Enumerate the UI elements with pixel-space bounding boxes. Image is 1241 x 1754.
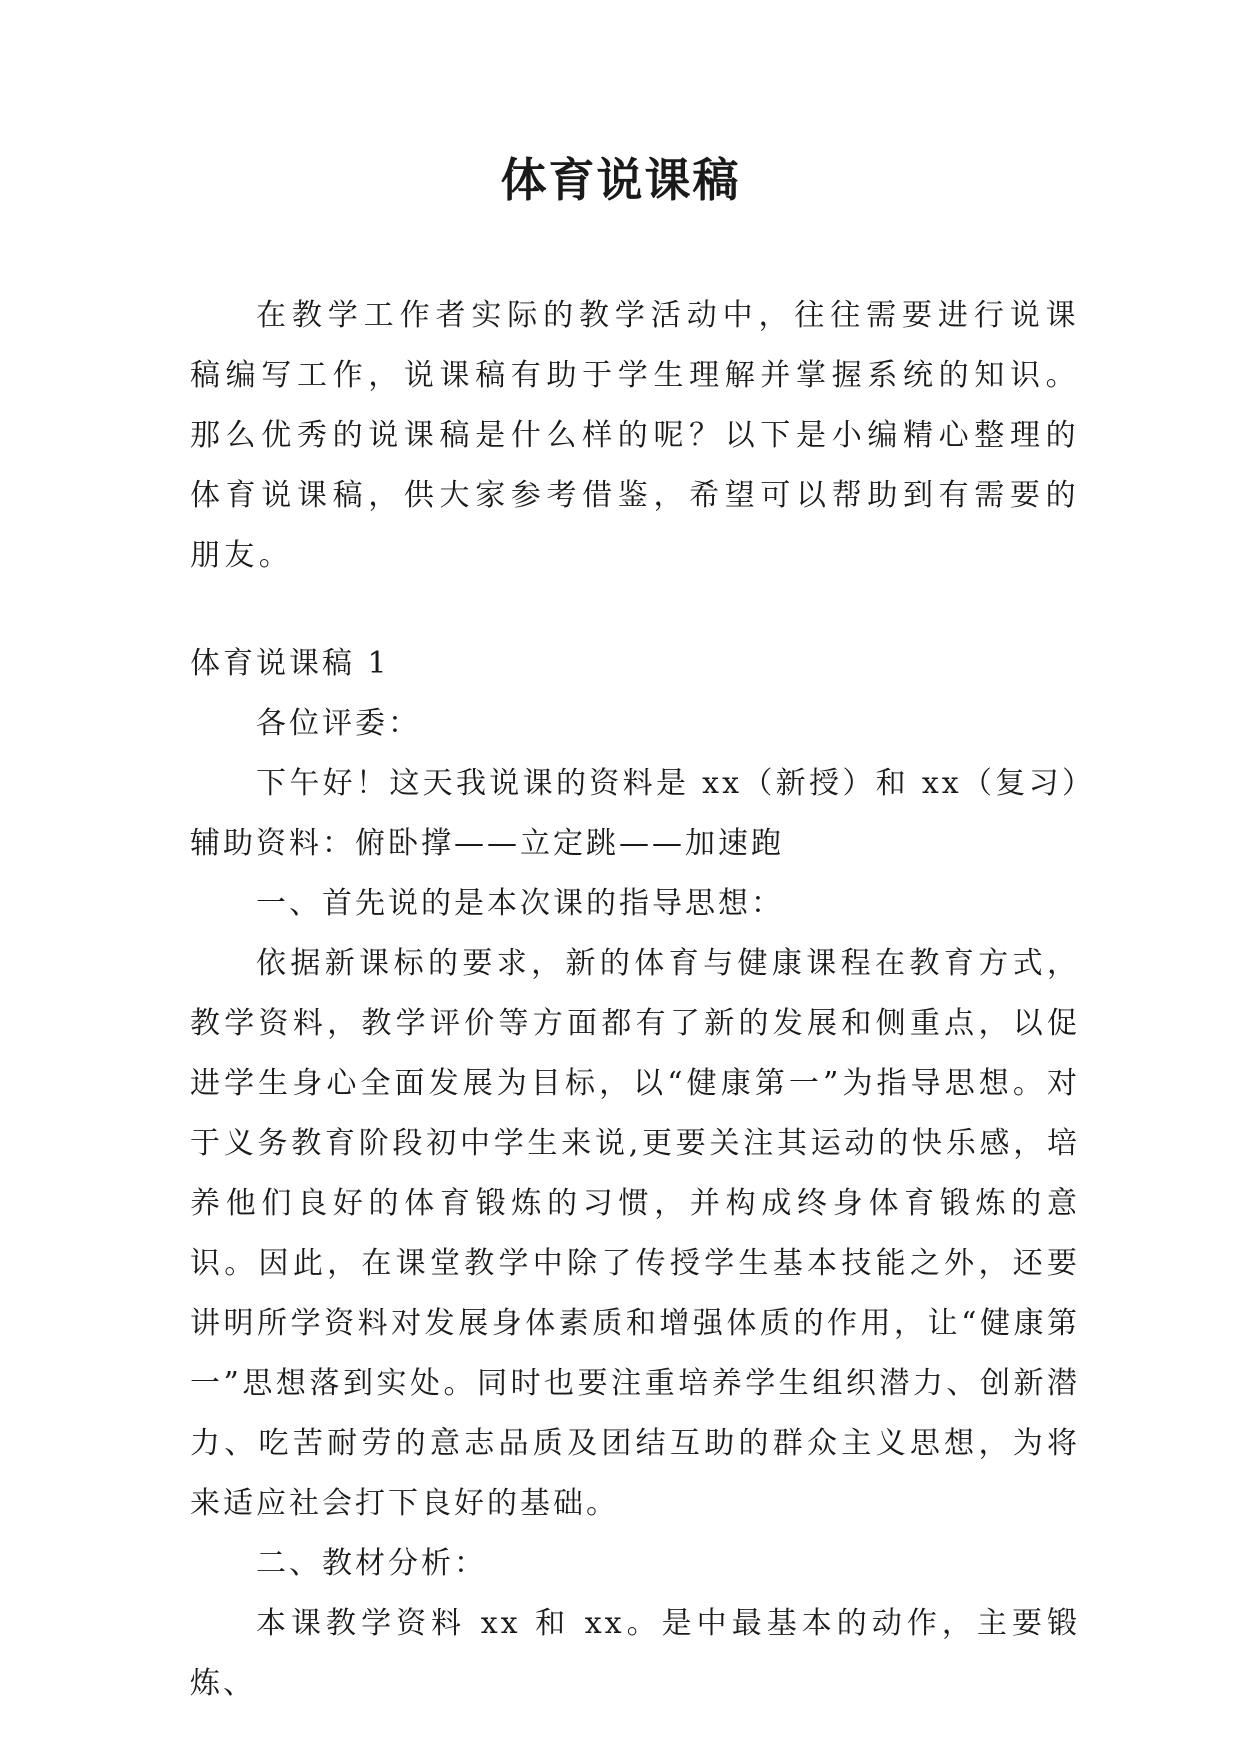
section-heading: 体育说课稿 1 <box>190 646 390 681</box>
document-title: 体育说课稿 <box>500 153 741 207</box>
opening-paragraph: 下午好！这天我说课的资料是 xx（新授）和 xx（复习）辅助资料：俯卧撑——立定跳——加速跑 <box>190 766 1080 861</box>
part1-paragraph: 依据新课标的要求，新的体育与健康课程在教育方式，教学资料，教学评价等方面都有了新的发展和侧重点，以促进学生身心全面发展为目标，以“健康第一”为指导思想。对于义务教育阶段初中学生来说,更要关注其运动的快乐感，培养他们良好的体育锻炼的习惯，并构成终身体育锻炼的意识。因此，在课堂教学中除了传授学生基本技能之外，还要讲明所学资料对发展身体素质和增强体质的作用，让“健康第一”思想落到实处。同时也要注重培养学生组织潜力、创新潜力、吃苦耐劳的意志品质及团结互助的群众主义思想，为将来适应社会打下良好的基础。 <box>190 946 1080 1521</box>
intro-paragraph: 在教学工作者实际的教学活动中，往往需要进行说课稿编写工作，说课稿有助于学生理解并掌握系统的知识。那么优秀的说课稿是什么样的呢？以下是小编精心整理的体育说课稿，供大家参考借鉴，希望可以帮助到有需要的朋友。 <box>190 298 1080 573</box>
paragraph-spacer <box>190 586 1080 634</box>
document-body <box>190 286 1080 1714</box>
part2-paragraph: 本课教学资料 xx 和 xx。是中最基本的动作，主要锻炼、 <box>190 1606 1080 1701</box>
greeting-line: 各位评委： <box>256 706 421 741</box>
part2-heading: 二、教材分析： <box>256 1546 487 1581</box>
part1-heading: 一、首先说的是本次课的指导思想： <box>256 886 784 921</box>
